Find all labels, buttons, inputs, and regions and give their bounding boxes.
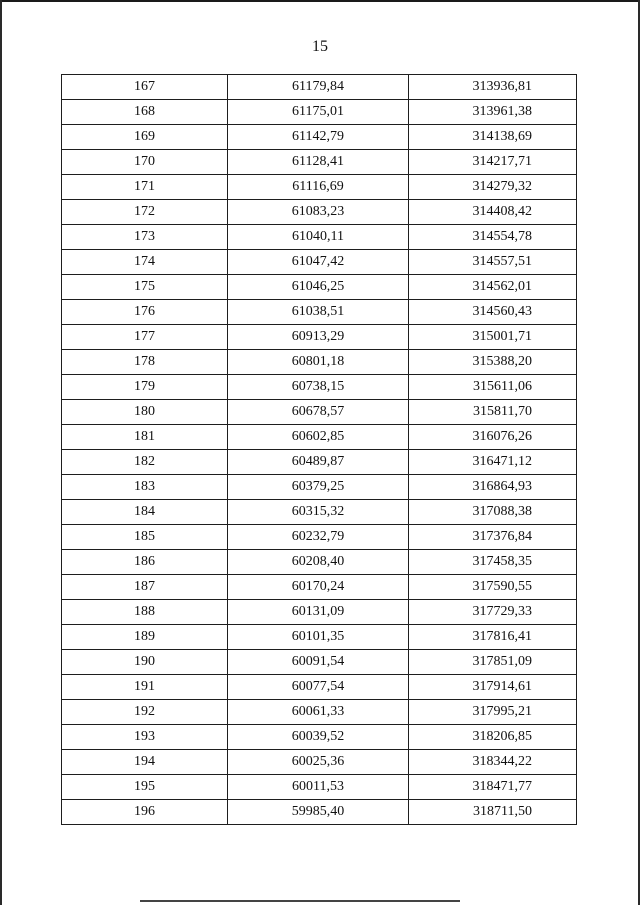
table-row: [62, 100, 577, 125]
point-number-cell: 183: [62, 475, 228, 500]
x-coordinate-cell: 61142,79: [228, 125, 409, 150]
point-number-cell: 196: [62, 800, 228, 825]
table-row: [62, 725, 577, 750]
scan-edge-bottom: [140, 900, 460, 902]
point-number-cell: 175: [62, 275, 228, 300]
point-number-cell: 195: [62, 775, 228, 800]
point-number-cell: 171: [62, 175, 228, 200]
point-number-cell: 176: [62, 300, 228, 325]
y-coordinate-cell: 316471,12: [409, 450, 577, 475]
point-number-cell: 174: [62, 250, 228, 275]
x-coordinate-cell: 60101,35: [228, 625, 409, 650]
x-coordinate-cell: 60061,33: [228, 700, 409, 725]
table-row: [62, 425, 577, 450]
point-number-cell: 178: [62, 350, 228, 375]
y-coordinate-cell: 314562,01: [409, 275, 577, 300]
x-coordinate-cell: 61128,41: [228, 150, 409, 175]
point-number-cell: 172: [62, 200, 228, 225]
table-row: [62, 500, 577, 525]
x-coordinate-cell: 60091,54: [228, 650, 409, 675]
coordinates-table-body: [62, 75, 577, 825]
table-row: [62, 225, 577, 250]
point-number-cell: 168: [62, 100, 228, 125]
y-coordinate-cell: 314217,71: [409, 150, 577, 175]
x-coordinate-cell: 60738,15: [228, 375, 409, 400]
point-number-cell: 177: [62, 325, 228, 350]
point-number-cell: 185: [62, 525, 228, 550]
table-row: [62, 675, 577, 700]
y-coordinate-cell: 317851,09: [409, 650, 577, 675]
x-coordinate-cell: 61175,01: [228, 100, 409, 125]
point-number-cell: 179: [62, 375, 228, 400]
y-coordinate-cell: 317914,61: [409, 675, 577, 700]
y-coordinate-cell: 318711,50: [409, 800, 577, 825]
point-number-cell: 192: [62, 700, 228, 725]
table-row: [62, 475, 577, 500]
x-coordinate-cell: 60801,18: [228, 350, 409, 375]
y-coordinate-cell: 316076,26: [409, 425, 577, 450]
x-coordinate-cell: 60025,36: [228, 750, 409, 775]
x-coordinate-cell: 60011,53: [228, 775, 409, 800]
table-row: [62, 750, 577, 775]
point-number-cell: 188: [62, 600, 228, 625]
x-coordinate-cell: 60208,40: [228, 550, 409, 575]
point-number-cell: 170: [62, 150, 228, 175]
x-coordinate-cell: 61083,23: [228, 200, 409, 225]
table-row: [62, 300, 577, 325]
y-coordinate-cell: 317590,55: [409, 575, 577, 600]
y-coordinate-cell: 317816,41: [409, 625, 577, 650]
point-number-cell: 186: [62, 550, 228, 575]
table-row: [62, 400, 577, 425]
x-coordinate-cell: 60077,54: [228, 675, 409, 700]
page-number: 15: [312, 38, 328, 55]
table-row: [62, 650, 577, 675]
x-coordinate-cell: 61179,84: [228, 75, 409, 100]
y-coordinate-cell: 317376,84: [409, 525, 577, 550]
y-coordinate-cell: 318206,85: [409, 725, 577, 750]
point-number-cell: 187: [62, 575, 228, 600]
y-coordinate-cell: 314560,43: [409, 300, 577, 325]
y-coordinate-cell: 314279,32: [409, 175, 577, 200]
table-row: [62, 700, 577, 725]
x-coordinate-cell: 60489,87: [228, 450, 409, 475]
y-coordinate-cell: 317458,35: [409, 550, 577, 575]
table-row: [62, 575, 577, 600]
point-number-cell: 191: [62, 675, 228, 700]
table-row: [62, 800, 577, 825]
table-row: [62, 250, 577, 275]
x-coordinate-cell: 60379,25: [228, 475, 409, 500]
y-coordinate-cell: 314554,78: [409, 225, 577, 250]
y-coordinate-cell: 317995,21: [409, 700, 577, 725]
table-row: [62, 175, 577, 200]
table-row: [62, 200, 577, 225]
point-number-cell: 182: [62, 450, 228, 475]
y-coordinate-cell: 317729,33: [409, 600, 577, 625]
table-row: [62, 325, 577, 350]
x-coordinate-cell: 60602,85: [228, 425, 409, 450]
y-coordinate-cell: 313961,38: [409, 100, 577, 125]
y-coordinate-cell: 317088,38: [409, 500, 577, 525]
x-coordinate-cell: 61047,42: [228, 250, 409, 275]
point-number-cell: 181: [62, 425, 228, 450]
y-coordinate-cell: 314138,69: [409, 125, 577, 150]
x-coordinate-cell: 59985,40: [228, 800, 409, 825]
y-coordinate-cell: 318344,22: [409, 750, 577, 775]
point-number-cell: 184: [62, 500, 228, 525]
x-coordinate-cell: 60315,32: [228, 500, 409, 525]
y-coordinate-cell: 314557,51: [409, 250, 577, 275]
y-coordinate-cell: 314408,42: [409, 200, 577, 225]
point-number-cell: 194: [62, 750, 228, 775]
table-row: [62, 775, 577, 800]
y-coordinate-cell: 313936,81: [409, 75, 577, 100]
table-row: [62, 625, 577, 650]
x-coordinate-cell: 60913,29: [228, 325, 409, 350]
y-coordinate-cell: 318471,77: [409, 775, 577, 800]
point-number-cell: 167: [62, 75, 228, 100]
table-row: [62, 600, 577, 625]
x-coordinate-cell: 61046,25: [228, 275, 409, 300]
point-number-cell: 180: [62, 400, 228, 425]
x-coordinate-cell: 61038,51: [228, 300, 409, 325]
x-coordinate-cell: 60232,79: [228, 525, 409, 550]
y-coordinate-cell: 316864,93: [409, 475, 577, 500]
scan-edge-top: [0, 0, 640, 2]
x-coordinate-cell: 60170,24: [228, 575, 409, 600]
y-coordinate-cell: 315611,06: [409, 375, 577, 400]
table-row: [62, 150, 577, 175]
y-coordinate-cell: 315001,71: [409, 325, 577, 350]
table-row: [62, 375, 577, 400]
table-row: [62, 550, 577, 575]
x-coordinate-cell: 61116,69: [228, 175, 409, 200]
coordinates-table: [61, 74, 577, 825]
table-row: [62, 75, 577, 100]
x-coordinate-cell: 60131,09: [228, 600, 409, 625]
x-coordinate-cell: 60678,57: [228, 400, 409, 425]
point-number-cell: 173: [62, 225, 228, 250]
table-row: [62, 525, 577, 550]
point-number-cell: 190: [62, 650, 228, 675]
table-row: [62, 350, 577, 375]
scan-edge-left: [0, 0, 2, 905]
point-number-cell: 189: [62, 625, 228, 650]
table-row: [62, 125, 577, 150]
y-coordinate-cell: 315811,70: [409, 400, 577, 425]
x-coordinate-cell: 61040,11: [228, 225, 409, 250]
y-coordinate-cell: 315388,20: [409, 350, 577, 375]
x-coordinate-cell: 60039,52: [228, 725, 409, 750]
table-row: [62, 450, 577, 475]
table-row: [62, 275, 577, 300]
point-number-cell: 193: [62, 725, 228, 750]
point-number-cell: 169: [62, 125, 228, 150]
